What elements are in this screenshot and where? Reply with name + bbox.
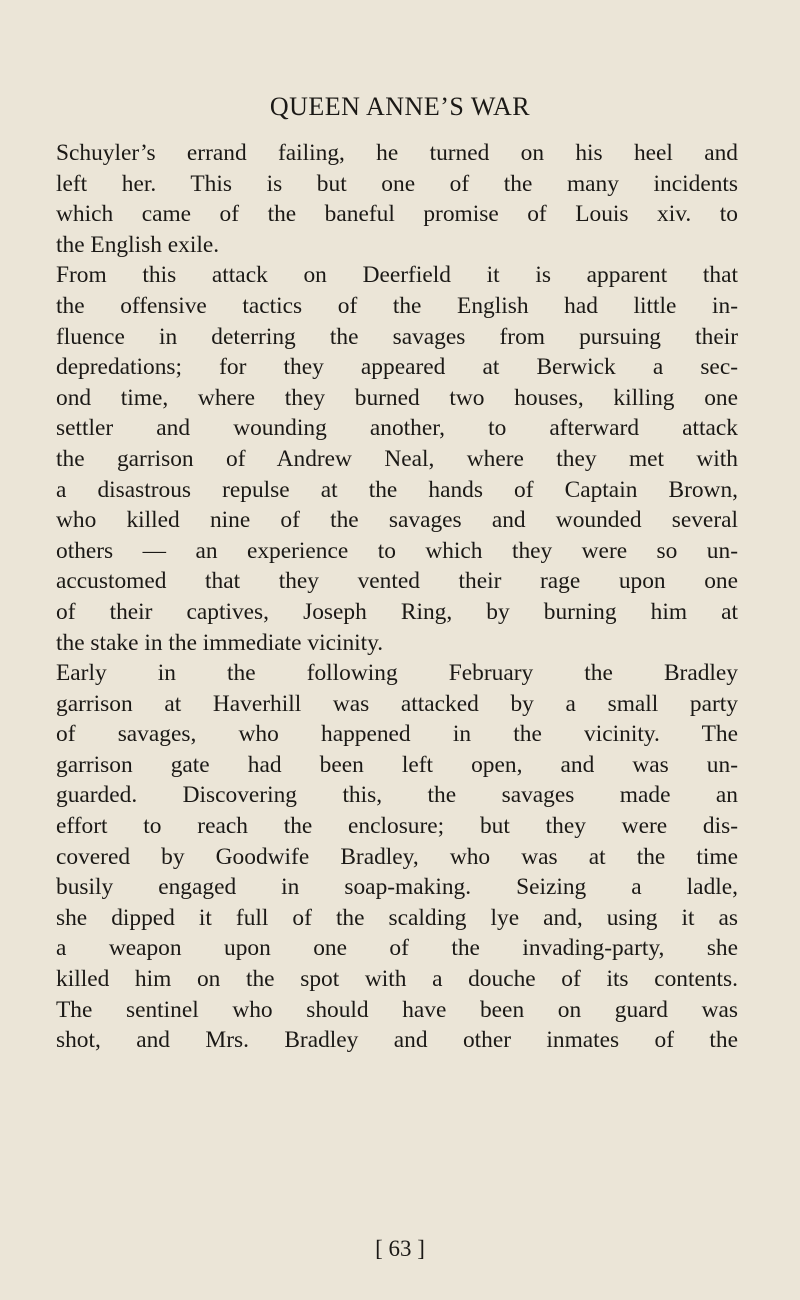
text-line: the stake in the immediate vicinity. bbox=[56, 629, 384, 656]
text-line: Schuyler’s errand failing, he turned on his heel and bbox=[56, 140, 738, 166]
text-line: settler and wounding another, to afterward attack bbox=[56, 415, 738, 442]
text-line: guarded. Discovering this, the savages made an bbox=[56, 782, 738, 809]
text-line: depredations; for they appeared at Berwick a sec- bbox=[56, 354, 738, 381]
text-line: she dipped it full of the scalding lye and, using it as bbox=[56, 904, 738, 931]
text-line: shot, and Mrs. Bradley and other inmates of the bbox=[56, 1027, 738, 1054]
text-line: From this attack on Deerfield it is apparent that bbox=[56, 262, 738, 289]
text-line: ond time, where they burned two houses, killing one bbox=[56, 384, 738, 411]
text-line: of savages, who happened in the vicinity. The bbox=[56, 721, 738, 748]
text-line: garrison at Haverhill was attacked by a small party bbox=[56, 690, 738, 717]
text-line: killed him on the spot with a douche of its contents. bbox=[56, 966, 738, 993]
text-line: busily engaged in soap-making. Seizing a ladle, bbox=[56, 874, 738, 901]
body-text bbox=[56, 138, 738, 1056]
page-number: [ 63 ] bbox=[375, 1236, 425, 1261]
text-line: effort to reach the enclosure; but they were dis- bbox=[56, 813, 738, 840]
running-head: QUEEN ANNE’S WAR bbox=[269, 92, 531, 121]
text-line: the English exile. bbox=[56, 231, 220, 258]
text-line: a disastrous repulse at the hands of Captain Brown, bbox=[56, 476, 738, 503]
text-line: fluence in deterring the savages from pursuing their bbox=[56, 323, 738, 350]
text-line: The sentinel who should have been on guard was bbox=[56, 996, 738, 1023]
text-line: covered by Goodwife Bradley, who was at the time bbox=[56, 843, 738, 870]
text-line: the offensive tactics of the English had little in- bbox=[56, 292, 738, 319]
text-line: Early in the following February the Bradley bbox=[56, 660, 738, 687]
text-line: a weapon upon one of the invading-party, she bbox=[56, 935, 738, 962]
text-line: of their captives, Joseph Ring, by burning him at bbox=[56, 598, 738, 625]
text-line: left her. This is but one of the many incidents bbox=[56, 170, 738, 197]
text-line: the garrison of Andrew Neal, where they met with bbox=[56, 445, 738, 472]
text-line: which came of the baneful promise of Louis xiv. to bbox=[56, 201, 738, 228]
text-line: who killed nine of the savages and wounded several bbox=[56, 507, 738, 534]
text-line: garrison gate had been left open, and was un- bbox=[56, 751, 738, 778]
text-line: others — an experience to which they were so un- bbox=[56, 537, 738, 564]
text-line: accustomed that they vented their rage upon one bbox=[56, 568, 738, 595]
